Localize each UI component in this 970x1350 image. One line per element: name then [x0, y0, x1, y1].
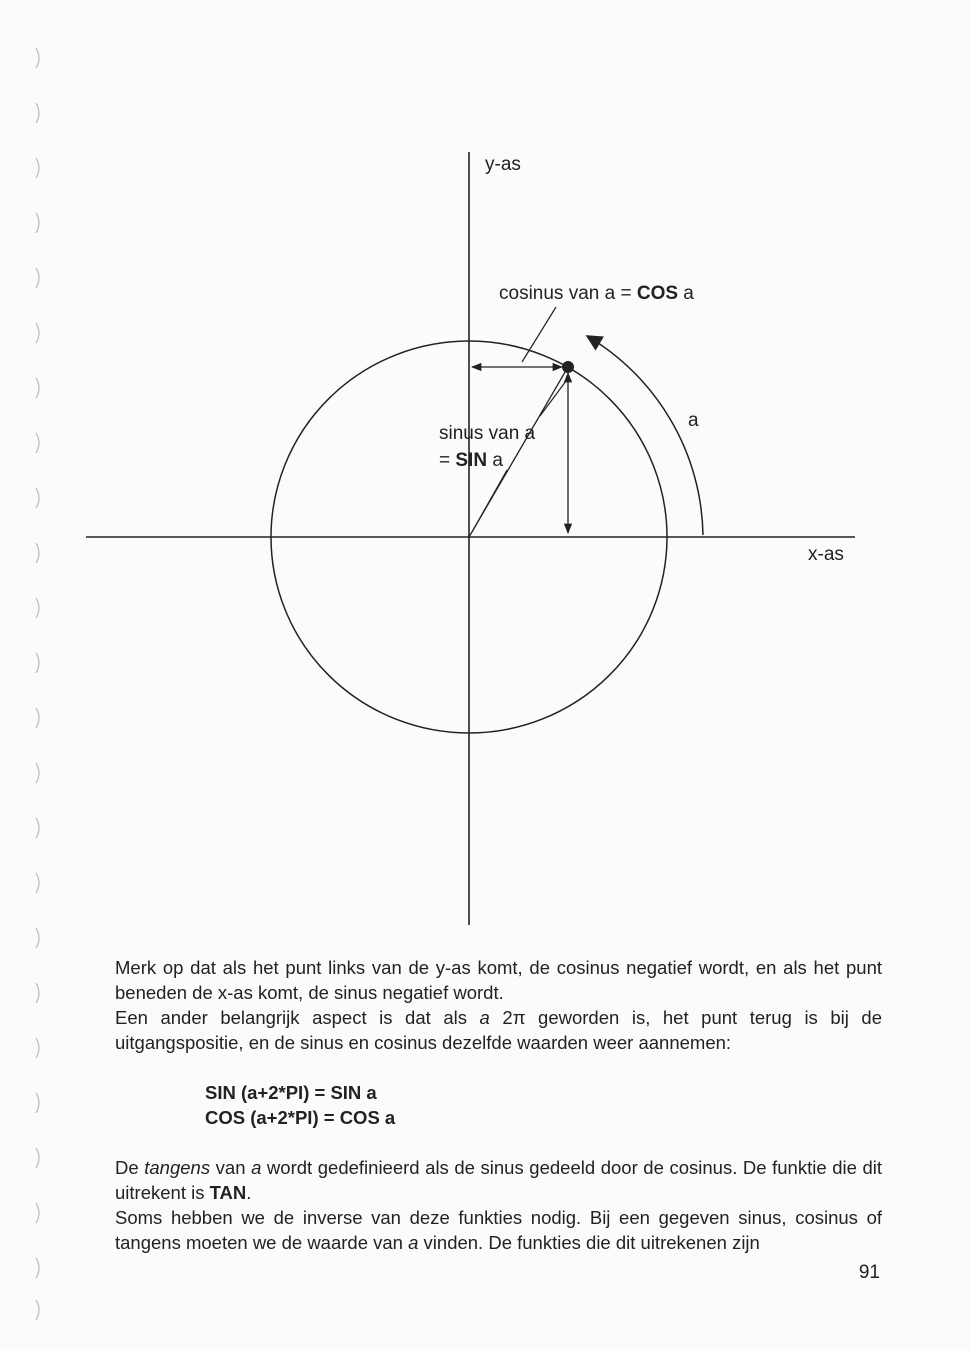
sin-label-line1: sinus van a	[439, 423, 536, 444]
cos-label: cosinus van a = COS a	[499, 283, 694, 304]
formula-cos: COS (a+2*PI) = COS a	[205, 1107, 396, 1128]
paragraph-3: De tangens van a wordt gedefinieerd als de sinus gedeeld door de cosinus. De funktie die dit uitrekent is TAN.	[115, 1157, 883, 1203]
sin-leader-line-lower	[472, 470, 507, 532]
paragraph-1: Merk op dat als het punt links van de y-as komt, de cosinus negatief wordt, en als het punt beneden de x-as komt, de sinus negatief wordt.	[115, 957, 882, 1003]
page-number: 91	[858, 1262, 880, 1283]
two-pi: 2π	[502, 1007, 526, 1028]
formula-sin: SIN (a+2*PI) = SIN a	[205, 1082, 377, 1103]
variable-a: a	[408, 1232, 419, 1253]
paragraph-2: Een ander belangrijk aspect is dat als a 2π geworden is, het punt terug is bij de uitgangspositie, en de sinus en cosinus dezelfde waarden weer aannemen:	[115, 1007, 882, 1053]
y-axis-label: y-as	[485, 154, 521, 175]
angle-label: a	[688, 410, 699, 431]
sin-label-line2: = SIN a	[439, 450, 503, 471]
paragraph-4: Soms hebben we de inverse van deze funkties nodig. Bij een gegeven sinus, cosinus of tangens moeten we de waarde van a vinden. De funkties die dit uitrekenen zijn	[115, 1207, 882, 1253]
variable-a: a	[479, 1007, 490, 1028]
x-axis-label: x-as	[808, 544, 844, 565]
point-on-circle	[562, 361, 574, 373]
term-tangens: tangens	[144, 1157, 211, 1178]
variable-a: a	[251, 1157, 262, 1178]
angle-arc	[587, 336, 703, 535]
keyword-tan: TAN	[209, 1182, 247, 1203]
sin-leader-line-upper	[540, 381, 566, 416]
